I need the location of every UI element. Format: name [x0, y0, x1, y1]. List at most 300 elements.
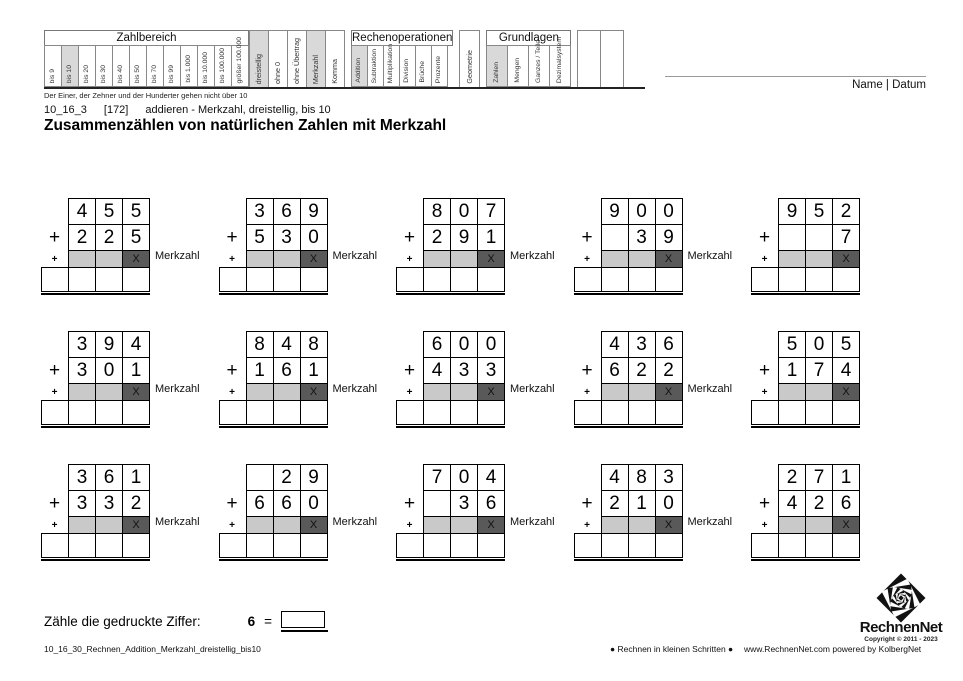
answer-row	[219, 267, 397, 292]
header-col-ganzes-teile	[528, 40, 550, 87]
digit-cell: 0	[805, 331, 833, 358]
answer-cell[interactable]	[832, 533, 860, 558]
topic-header-table	[44, 30, 624, 88]
result-double-line	[41, 559, 150, 561]
merkzahl-plus-sign: +	[229, 253, 235, 265]
digit-cell: 0	[655, 198, 683, 225]
digit-cell: 3	[95, 490, 123, 517]
digit-cell: 6	[832, 490, 860, 517]
grid-spacer	[219, 464, 246, 491]
digit-cell: 1	[832, 464, 860, 491]
addend-top-row	[574, 331, 752, 358]
problem-block-9	[574, 331, 752, 428]
addend-bottom-row	[41, 224, 219, 251]
merkzahl-crossed-cell: X	[477, 250, 505, 268]
header-col-bis-99	[163, 45, 181, 87]
count-digit-task	[44, 611, 328, 631]
answer-cell[interactable]	[628, 400, 656, 425]
addend-top-row	[574, 198, 752, 225]
answer-row	[219, 400, 397, 425]
merkzahl-cell[interactable]	[68, 250, 96, 268]
digit-cell: 2	[68, 224, 96, 251]
header-col-komma	[325, 30, 345, 88]
answer-cell[interactable]	[122, 400, 150, 425]
addend-bottom-row	[219, 357, 397, 384]
digit-cell: 2	[273, 464, 301, 491]
rechnennet-logo-icon	[872, 572, 930, 624]
grid-spacer	[41, 331, 68, 358]
digit-cell	[778, 224, 806, 251]
problem-block-7	[219, 331, 397, 428]
header-segment-rechenoperationen	[351, 30, 453, 87]
merkzahl-label: Merkzahl	[687, 383, 733, 395]
answer-cell[interactable]	[450, 533, 478, 558]
answer-cell[interactable]	[805, 533, 833, 558]
answer-cell[interactable]	[601, 267, 629, 292]
answer-cell[interactable]	[477, 400, 505, 425]
header-col-text: Merkzahl	[311, 54, 321, 84]
digit-cell: 4	[601, 331, 629, 358]
count-digit-value: 6	[247, 613, 256, 629]
answer-cell[interactable]	[805, 267, 833, 292]
digit-cell: 2	[601, 490, 629, 517]
answer-cell[interactable]	[423, 400, 451, 425]
digit-cell: 4	[778, 490, 806, 517]
answer-cell[interactable]	[778, 267, 806, 292]
header-col-bis-100-000	[214, 45, 232, 87]
digit-cell: 0	[450, 198, 478, 225]
equals-sign: =	[264, 613, 272, 629]
plus-sign: +	[581, 226, 593, 248]
header-col-bis-70	[146, 45, 164, 87]
addend-bottom-row	[751, 224, 929, 251]
addend-bottom-row	[751, 357, 929, 384]
answer-cell[interactable]	[477, 533, 505, 558]
answer-cell[interactable]	[246, 267, 274, 292]
digit-cell: 6	[601, 357, 629, 384]
result-double-line	[751, 426, 860, 428]
addend-top-row	[396, 331, 574, 358]
header-col-text: bis 9	[48, 68, 56, 83]
header-note: Der Einer, der Zehner und der Hunderter gehen nicht über 10	[44, 91, 248, 100]
answer-cell[interactable]	[450, 267, 478, 292]
answer-cell[interactable]	[300, 267, 328, 292]
header-segment-flags	[249, 30, 345, 88]
plus-sign: +	[758, 226, 771, 248]
merkzahl-cell[interactable]	[273, 383, 301, 401]
header-col-bis-10	[61, 45, 79, 87]
name-datum-label: Name | Datum	[852, 79, 926, 91]
answer-cell[interactable]	[246, 400, 274, 425]
answer-cell[interactable]	[655, 533, 683, 558]
digit-cell: 8	[423, 198, 451, 225]
header-col-addition	[351, 45, 368, 87]
digit-cell: 2	[832, 198, 860, 225]
header-col-dezimalsystem	[549, 36, 571, 87]
answer-cell[interactable]	[68, 267, 96, 292]
problems-grid	[41, 198, 929, 561]
answer-row	[396, 267, 574, 292]
digit-cell: 2	[95, 224, 123, 251]
digit-cell: 7	[423, 464, 451, 491]
header-col-bis-9	[44, 45, 62, 87]
header-col-mengen	[507, 45, 529, 87]
answer-cell[interactable]	[423, 267, 451, 292]
digit-cell: 5	[246, 224, 274, 251]
merkzahl-label: Merkzahl	[332, 250, 378, 262]
plus-sign: +	[758, 359, 771, 381]
digit-cell: 6	[655, 331, 683, 358]
answer-cell[interactable]	[396, 533, 424, 558]
digit-cell: 9	[778, 198, 806, 225]
merkzahl-cell[interactable]	[68, 516, 96, 534]
worksheet-number: [172]	[103, 104, 129, 116]
answer-cell[interactable]	[423, 533, 451, 558]
header-col-bis-10-000	[197, 45, 215, 87]
answer-row	[574, 533, 752, 558]
addend-top-row	[41, 198, 219, 225]
grid-spacer	[219, 331, 246, 358]
plus-sign: +	[48, 492, 61, 514]
header-col-dreistellig	[249, 30, 269, 88]
name-datum-line	[665, 76, 926, 77]
answer-row	[751, 267, 929, 292]
header-col-text: bis 100.000	[218, 47, 226, 83]
answer-cell[interactable]	[601, 400, 629, 425]
digit-cell: 4	[423, 357, 451, 384]
digit-cell: 3	[628, 224, 656, 251]
answer-cell[interactable]	[477, 267, 505, 292]
merkzahl-row	[751, 250, 929, 268]
header-col-brüche	[415, 45, 432, 87]
answer-cell[interactable]	[273, 400, 301, 425]
grid-spacer	[396, 331, 423, 358]
merkzahl-row	[751, 383, 929, 401]
merkzahl-plus-sign: +	[584, 253, 590, 265]
digit-cell: 3	[450, 357, 478, 384]
plus-sign: +	[48, 359, 61, 381]
digit-cell: 4	[68, 198, 96, 225]
digit-cell: 7	[805, 464, 833, 491]
answer-cell[interactable]	[628, 267, 656, 292]
merkzahl-cell[interactable]	[95, 250, 123, 268]
answer-row	[41, 267, 219, 292]
answer-cell[interactable]	[95, 533, 123, 558]
answer-cell[interactable]	[122, 267, 150, 292]
merkzahl-crossed-cell: X	[655, 383, 683, 401]
digit-cell: 2	[805, 490, 833, 517]
problem-block-12	[219, 464, 397, 561]
merkzahl-cell[interactable]	[95, 516, 123, 534]
addend-bottom-row	[751, 490, 929, 517]
digit-cell: 1	[477, 224, 505, 251]
header-col-bis-30	[95, 45, 113, 87]
digit-cell: 3	[68, 331, 96, 358]
merkzahl-plus-sign: +	[406, 386, 413, 398]
answer-cell[interactable]	[41, 267, 69, 292]
digit-cell: 0	[300, 224, 328, 251]
addend-bottom-row	[219, 224, 397, 251]
answer-cell[interactable]	[574, 267, 602, 292]
header-col-text: Geometrie	[465, 50, 475, 84]
digit-cell: 2	[778, 464, 806, 491]
merkzahl-plus-sign: +	[761, 253, 768, 265]
answer-cell[interactable]	[41, 400, 69, 425]
header-segment-zahlbereich	[44, 30, 249, 87]
merkzahl-cell[interactable]	[423, 516, 451, 534]
merkzahl-cell[interactable]	[628, 516, 656, 534]
problem-block-3	[396, 198, 574, 295]
header-group-label: Zahlbereich	[44, 30, 249, 46]
merkzahl-cell[interactable]	[246, 516, 274, 534]
answer-cell[interactable]	[219, 533, 247, 558]
digit-cell: 5	[805, 198, 833, 225]
addend-top-row	[396, 464, 574, 491]
result-double-line	[574, 426, 683, 428]
header-col-text: Dezimalsystem	[555, 36, 563, 83]
addend-bottom-row	[396, 490, 574, 517]
problem-block-10	[751, 331, 929, 428]
merkzahl-cell[interactable]	[628, 250, 656, 268]
merkzahl-plus-sign: +	[406, 519, 413, 531]
merkzahl-label: Merkzahl	[155, 250, 200, 262]
addend-top-row	[219, 198, 397, 225]
header-segment-geometrie	[459, 30, 480, 88]
worksheet-heading: Zusammenzählen von natürlichen Zahlen mit Merkzahl	[44, 117, 447, 134]
answer-cell[interactable]	[95, 267, 123, 292]
addend-top-row	[751, 331, 929, 358]
merkzahl-label: Merkzahl	[687, 516, 733, 528]
merkzahl-plus-sign: +	[229, 519, 235, 531]
digit-cell: 9	[655, 224, 683, 251]
count-answer-box[interactable]	[281, 611, 325, 628]
header-col-division	[399, 45, 416, 87]
grid-spacer	[574, 331, 601, 358]
answer-cell[interactable]	[246, 533, 274, 558]
merkzahl-cell[interactable]	[805, 250, 833, 268]
merkzahl-cell[interactable]	[778, 250, 806, 268]
header-col-bis-50	[129, 45, 147, 87]
merkzahl-cell[interactable]	[423, 250, 451, 268]
digit-cell: 5	[95, 198, 123, 225]
addend-top-row	[41, 464, 219, 491]
digit-cell	[423, 490, 451, 517]
digit-cell: 5	[122, 224, 150, 251]
answer-cell[interactable]	[68, 400, 96, 425]
header-col-bis-1-000	[180, 45, 198, 87]
header-col-text: Ganzes / Teile	[534, 40, 542, 83]
merkzahl-cell[interactable]	[450, 383, 478, 401]
merkzahl-cell[interactable]	[805, 383, 833, 401]
header-col-merkzahl	[306, 30, 326, 88]
merkzahl-cell[interactable]	[778, 516, 806, 534]
merkzahl-cell[interactable]	[778, 383, 806, 401]
merkzahl-plus-sign: +	[51, 519, 58, 531]
digit-cell: 1	[122, 464, 150, 491]
answer-cell[interactable]	[751, 533, 779, 558]
header-col-text: dreistellig	[254, 53, 264, 84]
digit-cell: 9	[601, 198, 629, 225]
merkzahl-cell[interactable]	[628, 383, 656, 401]
digit-cell: 0	[450, 331, 478, 358]
header-col-text: Mengen	[513, 58, 521, 83]
grid-spacer	[396, 198, 423, 225]
answer-cell[interactable]	[574, 400, 602, 425]
grid-spacer	[751, 331, 778, 358]
merkzahl-label: Merkzahl	[510, 383, 555, 395]
digit-cell: 2	[655, 357, 683, 384]
merkzahl-plus-sign: +	[761, 386, 768, 398]
merkzahl-cell[interactable]	[450, 250, 478, 268]
merkzahl-cell[interactable]	[246, 383, 274, 401]
header-col-text: bis 70	[150, 64, 158, 83]
digit-cell: 6	[95, 464, 123, 491]
merkzahl-label: Merkzahl	[510, 250, 555, 262]
digit-cell: 0	[300, 490, 328, 517]
answer-cell[interactable]	[751, 267, 779, 292]
addend-bottom-row	[219, 490, 397, 517]
answer-cell[interactable]	[219, 400, 247, 425]
digit-cell	[601, 224, 629, 251]
answer-cell[interactable]	[655, 267, 683, 292]
merkzahl-crossed-cell: X	[300, 516, 328, 534]
answer-cell[interactable]	[628, 533, 656, 558]
header-col-ohne-0	[268, 30, 288, 88]
merkzahl-label: Merkzahl	[687, 250, 733, 262]
problem-block-14	[574, 464, 752, 561]
answer-cell[interactable]	[832, 267, 860, 292]
answer-cell[interactable]	[219, 267, 247, 292]
answer-cell[interactable]	[574, 533, 602, 558]
answer-cell[interactable]	[396, 267, 424, 292]
problem-block-4	[574, 198, 752, 295]
addend-bottom-row	[396, 357, 574, 384]
header-col-ohne-übertrag	[287, 30, 307, 88]
addend-top-row	[574, 464, 752, 491]
header-group-label: Grundlagen	[486, 30, 571, 46]
answer-cell[interactable]	[778, 533, 806, 558]
plus-sign: +	[226, 359, 238, 381]
addend-bottom-row	[41, 490, 219, 517]
merkzahl-cell[interactable]	[805, 516, 833, 534]
merkzahl-plus-sign: +	[584, 386, 590, 398]
digit-cell: 3	[68, 464, 96, 491]
digit-cell: 3	[273, 224, 301, 251]
merkzahl-cell[interactable]	[423, 383, 451, 401]
problem-block-1	[41, 198, 219, 295]
merkzahl-cell[interactable]	[450, 516, 478, 534]
digit-cell: 3	[450, 490, 478, 517]
header-col-text: größer 100.000	[235, 36, 243, 83]
addend-bottom-row	[574, 224, 752, 251]
answer-cell[interactable]	[41, 533, 69, 558]
addend-top-row	[219, 464, 397, 491]
digit-cell: 7	[832, 224, 860, 251]
problem-block-15	[751, 464, 929, 561]
plus-sign: +	[403, 492, 416, 514]
result-double-line	[396, 426, 505, 428]
header-col-geometrie	[459, 30, 480, 88]
merkzahl-crossed-cell: X	[477, 516, 505, 534]
grid-spacer	[396, 464, 423, 491]
answer-cell[interactable]	[122, 533, 150, 558]
answer-cell[interactable]	[655, 400, 683, 425]
header-column-row	[577, 30, 624, 88]
digit-cell: 5	[778, 331, 806, 358]
answer-row	[574, 400, 752, 425]
answer-cell[interactable]	[601, 533, 629, 558]
digit-cell: 0	[628, 198, 656, 225]
header-col-text: Brüche	[419, 61, 427, 83]
rechnennet-logo	[856, 572, 946, 643]
answer-cell[interactable]	[68, 533, 96, 558]
merkzahl-plus-sign: +	[761, 519, 768, 531]
count-digit-prompt: Zähle die gedruckte Ziffer:	[44, 613, 201, 629]
merkzahl-cell[interactable]	[601, 516, 629, 534]
answer-cell[interactable]	[95, 400, 123, 425]
merkzahl-cell[interactable]	[601, 250, 629, 268]
header-segment-spare	[577, 30, 624, 88]
answer-cell[interactable]	[805, 400, 833, 425]
answer-cell[interactable]	[778, 400, 806, 425]
digit-cell: 4	[832, 357, 860, 384]
answer-row	[41, 400, 219, 425]
merkzahl-cell[interactable]	[68, 383, 96, 401]
plus-sign: +	[758, 492, 771, 514]
header-col-text: Prozente	[435, 55, 443, 83]
header-group-label: Rechenoperationen	[352, 32, 453, 44]
digit-cell: 9	[300, 464, 328, 491]
merkzahl-crossed-cell: X	[300, 383, 328, 401]
header-col-bis-20	[78, 45, 96, 87]
answer-cell[interactable]	[751, 400, 779, 425]
answer-cell[interactable]	[273, 533, 301, 558]
result-double-line	[751, 559, 860, 561]
addend-bottom-row	[574, 490, 752, 517]
digit-cell: 4	[273, 331, 301, 358]
answer-cell[interactable]	[300, 400, 328, 425]
digit-cell: 3	[477, 357, 505, 384]
merkzahl-crossed-cell: X	[832, 516, 860, 534]
merkzahl-cell[interactable]	[95, 383, 123, 401]
merkzahl-cell[interactable]	[601, 383, 629, 401]
digit-cell: 9	[300, 198, 328, 225]
merkzahl-plus-sign: +	[584, 519, 590, 531]
plus-sign: +	[581, 492, 593, 514]
header-col-text: bis 30	[99, 64, 107, 83]
grid-spacer	[41, 198, 68, 225]
answer-cell[interactable]	[450, 400, 478, 425]
result-double-line	[219, 293, 328, 295]
answer-cell[interactable]	[396, 400, 424, 425]
digit-cell: 9	[450, 224, 478, 251]
worksheet-topic: addieren - Merkzahl, dreistellig, bis 10	[145, 104, 331, 116]
answer-cell[interactable]	[832, 400, 860, 425]
answer-row	[751, 533, 929, 558]
merkzahl-cell[interactable]	[273, 516, 301, 534]
answer-cell[interactable]	[273, 267, 301, 292]
header-segment-grundlagen	[486, 30, 571, 87]
answer-cell[interactable]	[300, 533, 328, 558]
result-double-line	[41, 293, 150, 295]
merkzahl-cell[interactable]	[273, 250, 301, 268]
merkzahl-cell[interactable]	[246, 250, 274, 268]
grid-spacer	[41, 464, 68, 491]
answer-row	[41, 533, 219, 558]
header-col-text: Zahlen	[492, 62, 500, 83]
problem-block-13	[396, 464, 574, 561]
header-column-row	[351, 45, 453, 87]
